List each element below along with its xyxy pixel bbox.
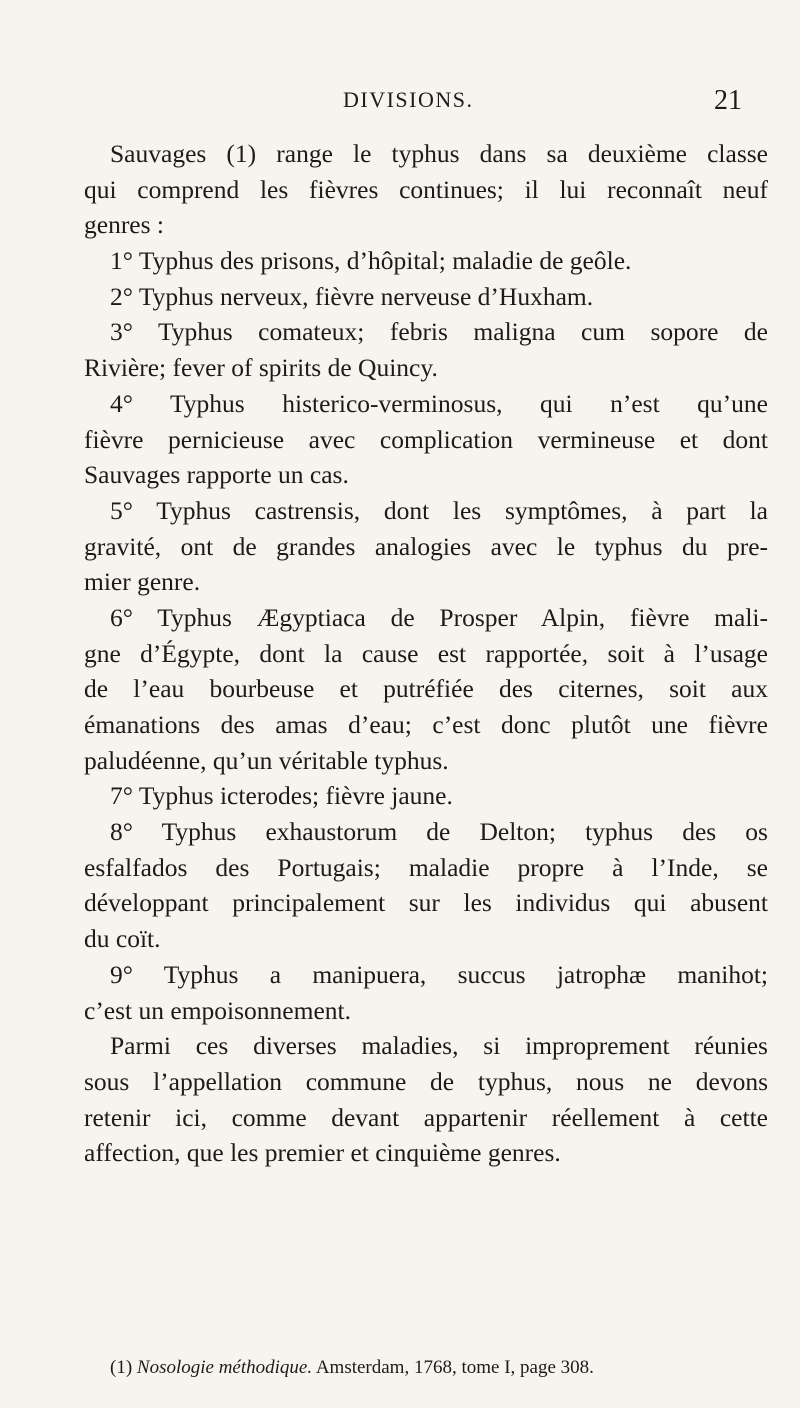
body-text	[84, 136, 768, 1171]
footnote	[110, 1357, 770, 1379]
text-line: gravité, ont de grandes analogies avec le typhus du pre-	[84, 531, 768, 561]
page-header	[0, 85, 800, 121]
text-line: Parmi ces diverses maladies, si improprement réunies	[110, 1031, 768, 1061]
footnote-title: Nosologie méthodique.	[136, 1357, 313, 1378]
text-line: paludéenne, qu’un véritable typhus.	[84, 745, 449, 775]
text-line: Sauvages (1) range le typhus dans sa deuxième classe	[110, 139, 768, 168]
text-line: mier genre.	[84, 567, 201, 597]
running-title: DIVISIONS.	[343, 87, 474, 112]
text-line: c’est un empoisonnement.	[84, 995, 351, 1025]
text-line: Rivière; fever of spirits de Quincy.	[84, 353, 438, 383]
text-line: du coït.	[84, 924, 161, 954]
text-line: 9° Typhus a manipuera, succus jatrophæ manihot;	[110, 959, 768, 989]
text-line: affection, que les premier et cinquième genres.	[84, 1138, 561, 1168]
footnote-reference: Amsterdam, 1768, tome I, page 308.	[315, 1357, 594, 1378]
page-number: 21	[714, 85, 742, 116]
text-line: de l’eau bourbeuse et putréfiée des citernes, soit aux	[84, 674, 768, 704]
text-line: émanations des amas d’eau; c’est donc plutôt une fièvre	[84, 710, 768, 739]
text-line: développant principalement sur les individus qui abusent	[84, 888, 768, 918]
text-line: fièvre pernicieuse avec complication vermineuse et dont	[84, 424, 768, 454]
footnote-marker: (1)	[110, 1357, 133, 1378]
text-line: 8° Typhus exhaustorum de Delton; typhus des os	[110, 817, 768, 847]
text-line: genres :	[84, 210, 165, 240]
text-line: 4° Typhus histerico-verminosus, qui n’est qu’une	[110, 388, 768, 418]
text-line: sous l’appellation commune de typhus, nous ne devons	[84, 1066, 768, 1096]
text-line: 7° Typhus icterodes; fièvre jaune.	[110, 781, 453, 811]
text-line: esfalfados des Portugais; maladie propre à l’Inde, se	[84, 852, 768, 882]
text-line: qui comprend les fièvres continues; il lui reconnaît neuf	[84, 174, 768, 204]
text-line: gne d’Égypte, dont la cause est rapportée, soit à l’usage	[84, 638, 768, 668]
text-line: 3° Typhus comateux; febris maligna cum sopore de	[110, 317, 768, 347]
text-line: 1° Typhus des prisons, d’hôpital; maladie de geôle.	[110, 246, 632, 276]
text-line: Sauvages rapporte un cas.	[84, 460, 349, 490]
text-line: 6° Typhus Ægyptiaca de Prosper Alpin, fièvre mali-	[110, 602, 768, 632]
text-line: 5° Typhus castrensis, dont les symptômes, à part la	[110, 495, 768, 525]
text-line: 2° Typhus nerveux, fièvre nerveuse d’Huxham.	[110, 281, 594, 311]
text-line: retenir ici, comme devant appartenir réellement à cette	[84, 1102, 768, 1132]
